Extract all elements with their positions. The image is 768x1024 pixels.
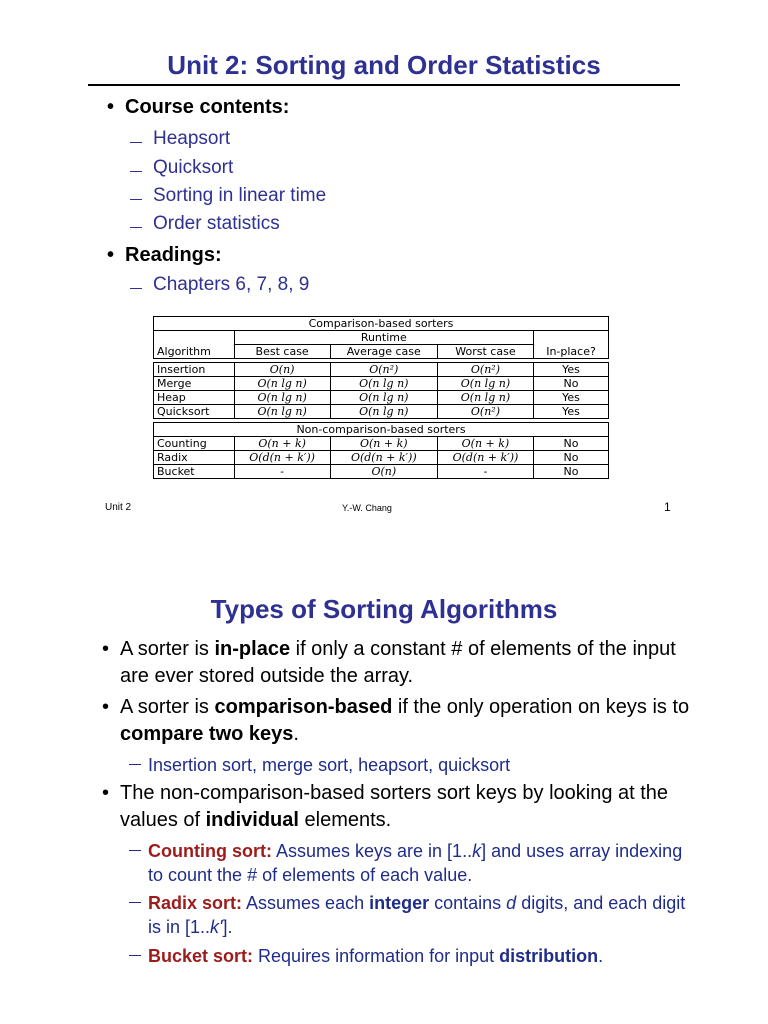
emph-in-place: in-place <box>214 638 291 660</box>
cell-best: O(n lg n) <box>234 405 330 419</box>
dash-icon <box>130 171 142 172</box>
table-row <box>154 363 609 377</box>
bucket-sort-label: Bucket sort: <box>148 946 254 966</box>
bullet-text <box>120 636 700 690</box>
cell-worst: O(d(n + k′)) <box>437 451 533 465</box>
table-row <box>154 391 609 405</box>
table-row <box>154 451 609 465</box>
cell-best: O(n) <box>234 363 330 377</box>
course-item <box>130 157 233 179</box>
cell-avg: O(n lg n) <box>330 377 437 391</box>
cell-best: O(d(n + k′)) <box>234 451 330 465</box>
noncomparison-header: Non-comparison-based sorters <box>154 423 609 437</box>
cell-algo: Insertion <box>154 363 235 377</box>
dash-icon <box>129 902 141 903</box>
text-run: k <box>472 841 482 861</box>
readings-item <box>130 274 309 296</box>
dash-icon <box>130 142 142 143</box>
slide-2 <box>0 530 768 1024</box>
table-row <box>154 437 609 451</box>
text-run: Assumes each <box>242 893 370 913</box>
text-run: ] and uses array indexing to count the # of elements of each value. <box>148 841 683 885</box>
sub-text: Insertion sort, merge sort, heapsort, quicksort <box>148 755 511 775</box>
cell-inplace: No <box>534 377 609 391</box>
text-run: . <box>598 946 604 966</box>
cell-inplace: Yes <box>534 391 609 405</box>
dash-icon <box>129 955 141 956</box>
cell-best: O(n lg n) <box>234 377 330 391</box>
emph-distribution: distribution <box>499 946 599 966</box>
text-run: k' <box>210 917 223 937</box>
readings-item-label: Chapters 6, 7, 8, 9 <box>153 274 310 295</box>
cell-avg: O(n²) <box>330 363 437 377</box>
emph-compare-two-keys: compare two keys <box>120 723 294 745</box>
course-item-label: Quicksort <box>153 157 234 178</box>
dash-icon <box>130 199 142 200</box>
emph-comparison-based: comparison-based <box>214 696 393 718</box>
course-item-label: Sorting in linear time <box>153 185 327 206</box>
cell-worst: O(n²) <box>437 405 533 419</box>
text-run: ]. <box>222 917 233 937</box>
col-best: Best case <box>234 345 330 359</box>
text-run: elements. <box>298 809 392 831</box>
table-row <box>154 405 609 419</box>
comparison-header: Comparison-based sorters <box>154 317 609 331</box>
course-item-label: Heapsort <box>153 128 231 149</box>
cell-worst: O(n²) <box>437 363 533 377</box>
text-run: Assumes keys are in [1.. <box>271 841 473 861</box>
cell-avg: O(n lg n) <box>330 405 437 419</box>
sub-counting-sort <box>129 839 689 889</box>
sub-bucket-sort <box>129 944 689 970</box>
bullet-text <box>120 780 700 834</box>
cell-inplace: No <box>534 437 609 451</box>
slide-title: Unit 2: Sorting and Order Statistics <box>167 50 601 80</box>
course-item <box>130 185 326 207</box>
cell-algo: Merge <box>154 377 235 391</box>
blank-cell <box>154 331 235 345</box>
cell-algo: Radix <box>154 451 235 465</box>
cell-inplace: Yes <box>534 363 609 377</box>
cell-algo: Bucket <box>154 465 235 479</box>
col-algorithm: Algorithm <box>154 345 235 359</box>
course-item-label: Order statistics <box>153 213 280 234</box>
cell-avg: O(d(n + k′)) <box>330 451 437 465</box>
cell-algo: Quicksort <box>154 405 235 419</box>
bullet-dot-icon: • <box>107 244 115 266</box>
footer-center: Y.-W. Chang <box>342 503 392 513</box>
footer-page-number: 1 <box>664 500 671 514</box>
col-inplace: In-place? <box>534 345 609 359</box>
bullet-dot-icon: • <box>102 696 110 718</box>
counting-sort-label: Counting sort: <box>148 841 272 861</box>
slide-title: Types of Sorting Algorithms <box>210 594 558 624</box>
text-run: d <box>506 893 517 913</box>
cell-avg: O(n lg n) <box>330 391 437 405</box>
cell-inplace: No <box>534 465 609 479</box>
course-item <box>130 213 280 235</box>
cell-worst: O(n + k) <box>437 437 533 451</box>
course-contents-label: Course contents: <box>125 96 290 118</box>
text-run: if only a constant # of elements of the input are ever stored outside the array. <box>120 638 676 687</box>
course-item <box>130 128 230 150</box>
text-run: A sorter is <box>120 696 215 718</box>
cell-worst: - <box>437 465 533 479</box>
sub-radix-sort <box>129 891 689 941</box>
cell-algo: Counting <box>154 437 235 451</box>
title-rule <box>88 84 680 86</box>
cell-inplace: Yes <box>534 405 609 419</box>
bullet-text <box>120 694 700 748</box>
dash-icon <box>129 850 141 851</box>
course-contents-bullet <box>107 96 289 119</box>
text-run: if the only operation on keys is to <box>392 696 690 718</box>
emph-integer: integer <box>369 893 430 913</box>
text-run: Requires information for input <box>253 946 500 966</box>
emph-individual: individual <box>205 809 299 831</box>
runtime-header: Runtime <box>234 331 533 345</box>
text-run: contains <box>429 893 507 913</box>
cell-algo: Heap <box>154 391 235 405</box>
text-run: The non-comparison-based sorters sort keys by looking at the values of <box>120 782 669 831</box>
readings-bullet <box>107 244 222 267</box>
sub-text <box>148 891 688 939</box>
cell-best: - <box>234 465 330 479</box>
readings-label: Readings: <box>125 244 222 266</box>
dash-icon <box>130 227 142 228</box>
table-row <box>154 377 609 391</box>
text-run: A sorter is <box>120 638 215 660</box>
cell-inplace: No <box>534 451 609 465</box>
dash-icon <box>129 764 141 765</box>
table-row <box>154 465 609 479</box>
sub-comparison-examples <box>129 753 689 779</box>
cell-avg: O(n) <box>330 465 437 479</box>
cell-best: O(n + k) <box>234 437 330 451</box>
sub-text <box>148 944 688 968</box>
text-run: digits, and each digit is in [1.. <box>148 893 686 937</box>
blank-cell <box>534 331 609 345</box>
cell-avg: O(n + k) <box>330 437 437 451</box>
col-worst: Worst case <box>437 345 533 359</box>
bullet-dot-icon: • <box>107 96 115 118</box>
dash-icon <box>130 288 142 289</box>
cell-best: O(n lg n) <box>234 391 330 405</box>
sub-text <box>148 839 688 887</box>
radix-sort-label: Radix sort: <box>148 893 243 913</box>
col-average: Average case <box>330 345 437 359</box>
sorters-table <box>153 316 609 482</box>
cell-worst: O(n lg n) <box>437 377 533 391</box>
footer-left: Unit 2 <box>105 502 132 513</box>
bullet-dot-icon: • <box>102 638 110 660</box>
bullet-dot-icon: • <box>102 782 110 804</box>
cell-worst: O(n lg n) <box>437 391 533 405</box>
text-run: . <box>293 723 299 745</box>
